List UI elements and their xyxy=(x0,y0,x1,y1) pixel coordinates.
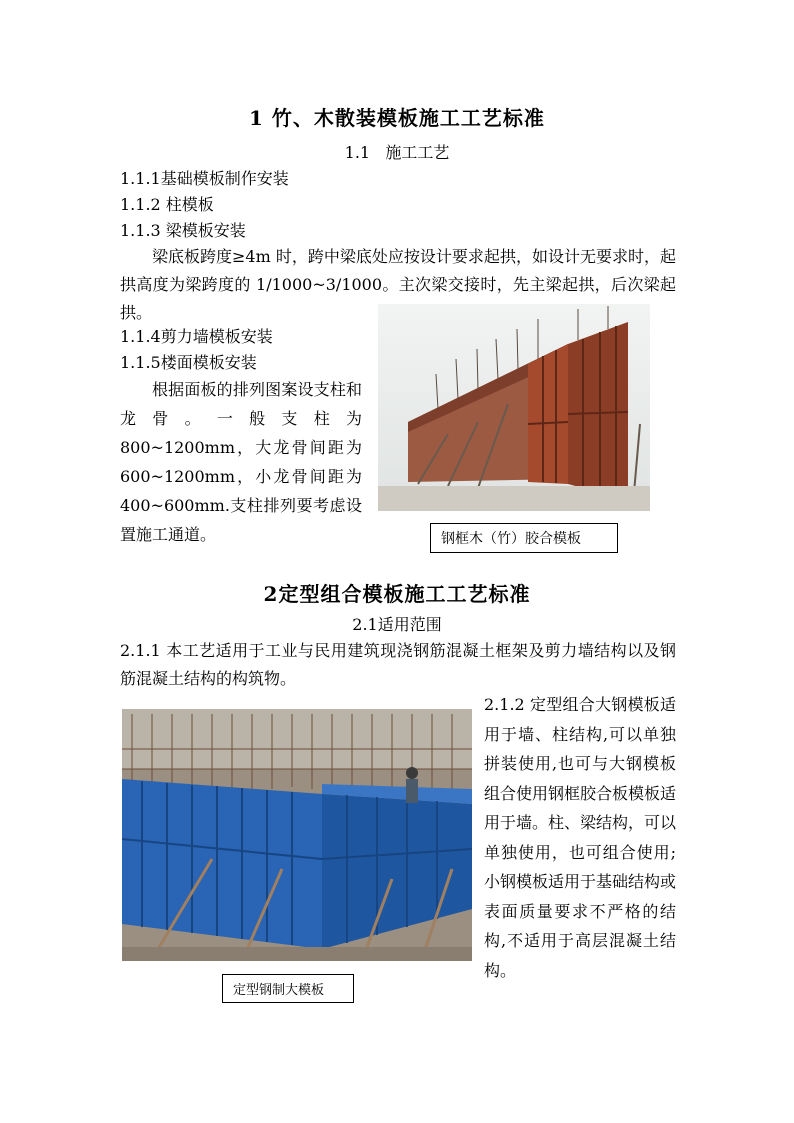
list-item: 1.1.1基础模板制作安装 xyxy=(120,169,289,188)
beam-paragraph: 梁底板跨度≥4m 时，跨中梁底处应按设计要求起拱，如设计无要求时，起拱高度为梁跨度的 1/1000~3/1000。主次梁交接时，先主梁起拱，后次梁起拱。 xyxy=(120,247,676,322)
section1-title: 1 竹、木散装模板施工工艺标准 xyxy=(249,106,545,130)
list-item: 1.1.5楼面模板安装 xyxy=(120,353,257,372)
photo1-caption: 钢框木（竹）胶合模板 xyxy=(430,523,618,553)
photo2-caption: 定型钢制大模板 xyxy=(222,974,354,1003)
section2-subtitle: 2.1适用范围 xyxy=(352,615,442,634)
side-paragraph: 2.1.2 定型组合大钢模板适用于墙、柱结构,可以单独拼装使用,也可与大钢模板组合使用钢框胶合板模板适用于墙。柱、梁结构，可以单独使用，也可组合使用;小钢模板适用于基础结构或表面质量要求不严格的结构,不适用于高层混凝土结构。 xyxy=(484,695,677,980)
section1-item-list-2 xyxy=(120,324,273,376)
list-item: 1.1.4剪力墙模板安装 xyxy=(120,327,273,346)
list-item: 1.1.3 梁模板安装 xyxy=(120,221,246,240)
steel-large-formwork-image xyxy=(122,709,472,961)
formwork-photo-2 xyxy=(122,709,472,961)
section1-subtitle: 1.1 施工工艺 xyxy=(344,143,450,162)
section1-item-list xyxy=(120,166,289,244)
steel-frame-formwork-image xyxy=(378,304,650,511)
formwork-photo-1 xyxy=(378,304,650,511)
list-item: 1.1.2 柱模板 xyxy=(120,195,214,214)
scope-paragraph: 2.1.1 本工艺适用于工业与民用建筑现浇钢筋混凝土框架及剪力墙结构以及钢筋混凝土结构的构筑物。 xyxy=(120,641,676,688)
section2-title: 2定型组合模板施工工艺标准 xyxy=(263,582,531,606)
floor-paragraph: 根据面板的排列图案设支柱和龙骨。一般支柱为800~1200mm，大龙骨间距为600~1200mm，小龙骨间距为400~600mm.支柱排列要考虑设置施工通道。 xyxy=(120,380,362,544)
